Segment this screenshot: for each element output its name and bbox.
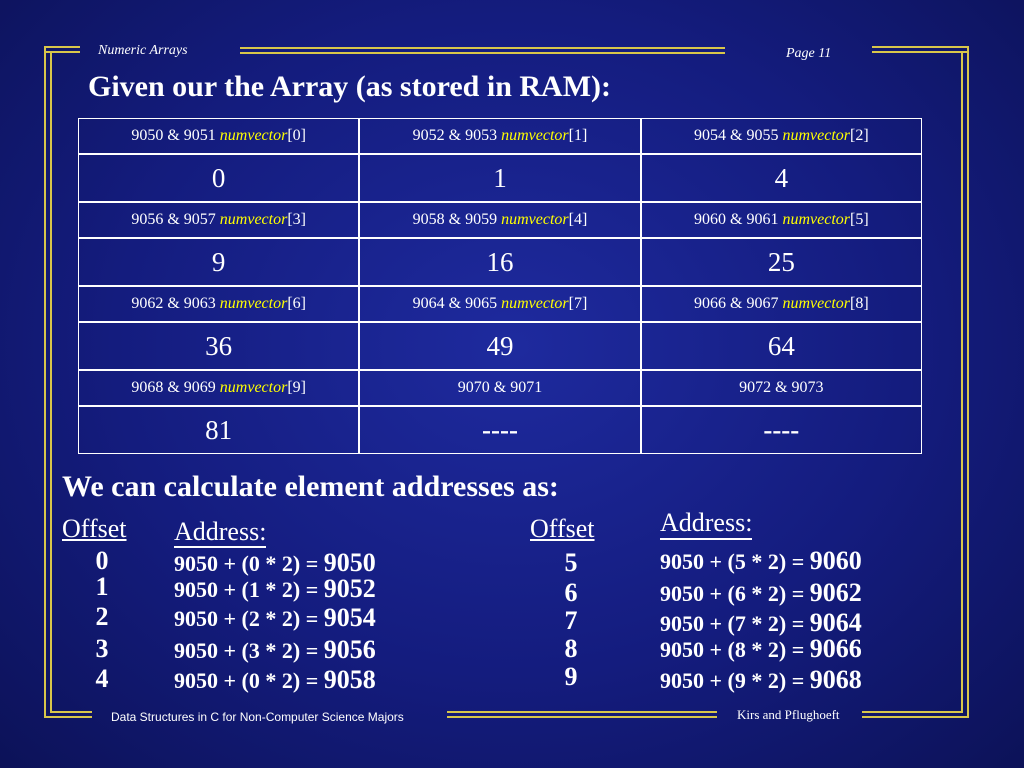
value-cell: 0 (78, 154, 359, 202)
address-calculation: 9050 + (5 * 2) = 9060 (660, 546, 862, 575)
address-cell: 9070 & 9071 (359, 370, 640, 406)
address-cell: 9064 & 9065 numvector [7] (359, 286, 640, 322)
value-cell: 9 (78, 238, 359, 286)
value-cell: 49 (359, 322, 640, 370)
value-cell: 36 (78, 322, 359, 370)
offset-value: 5 (564, 548, 578, 577)
address-calculation: 9050 + (0 * 2) = 9050 (174, 548, 376, 577)
address-cell: 9072 & 9073 (641, 370, 922, 406)
page-number: Page 11 (786, 46, 832, 61)
address-calculation: 9050 + (1 * 2) = 9052 (174, 574, 376, 603)
value-row (78, 406, 922, 454)
address-cell: 9056 & 9057 numvector [3] (78, 202, 359, 238)
offset-value: 7 (564, 606, 578, 635)
offset-value: 2 (95, 602, 109, 631)
memory-table (78, 118, 922, 454)
value-cell: 1 (359, 154, 640, 202)
empty-value-cell: ---- (641, 406, 922, 454)
value-cell: 81 (78, 406, 359, 454)
value-cell: 25 (641, 238, 922, 286)
address-cell: 9054 & 9055 numvector [2] (641, 118, 922, 154)
address-cell: 9062 & 9063 numvector [6] (78, 286, 359, 322)
offset-heading-left: Offset (62, 514, 127, 543)
value-cell: 16 (359, 238, 640, 286)
address-calculation: 9050 + (0 * 2) = 9058 (174, 665, 376, 694)
address-calculation: 9050 + (3 * 2) = 9056 (174, 635, 376, 664)
empty-value-cell: ---- (359, 406, 640, 454)
offset-value: 6 (564, 578, 578, 607)
address-cell: 9066 & 9067 numvector [8] (641, 286, 922, 322)
footer-course-title: Data Structures in C for Non-Computer Science Majors (111, 710, 404, 724)
address-cell: 9058 & 9059 numvector [4] (359, 202, 640, 238)
address-heading-left: Address: (174, 517, 267, 546)
offset-value: 4 (95, 664, 109, 693)
offset-heading-right: Offset (530, 514, 595, 543)
address-calculation: 9050 + (6 * 2) = 9062 (660, 578, 862, 607)
address-row (78, 286, 922, 322)
address-row (78, 370, 922, 406)
address-cell: 9050 & 9051 numvector [0] (78, 118, 359, 154)
footer-authors: Kirs and Pflughoeft (737, 707, 840, 722)
offset-value: 8 (564, 634, 578, 663)
address-calculation: 9050 + (9 * 2) = 9068 (660, 665, 862, 694)
address-calculation: 9050 + (7 * 2) = 9064 (660, 608, 862, 637)
offset-value: 9 (564, 662, 578, 691)
address-cell: 9060 & 9061 numvector [5] (641, 202, 922, 238)
value-row (78, 322, 922, 370)
section-subtitle: We can calculate element addresses as: (62, 470, 559, 503)
value-row (78, 154, 922, 202)
address-calculation: 9050 + (2 * 2) = 9054 (174, 603, 376, 632)
offset-value: 3 (95, 634, 109, 663)
offset-value: 0 (95, 546, 109, 575)
address-heading-right: Address: (660, 508, 752, 540)
address-row (78, 202, 922, 238)
address-calculation: 9050 + (8 * 2) = 9066 (660, 634, 862, 663)
offset-value: 1 (95, 572, 109, 601)
value-cell: 64 (641, 322, 922, 370)
header-section-title: Numeric Arrays (98, 43, 188, 58)
address-cell: 9052 & 9053 numvector [1] (359, 118, 640, 154)
address-row (78, 118, 922, 154)
slide-title: Given our the Array (as stored in RAM): (88, 70, 612, 103)
address-cell: 9068 & 9069 numvector [9] (78, 370, 359, 406)
value-cell: 4 (641, 154, 922, 202)
value-row (78, 238, 922, 286)
